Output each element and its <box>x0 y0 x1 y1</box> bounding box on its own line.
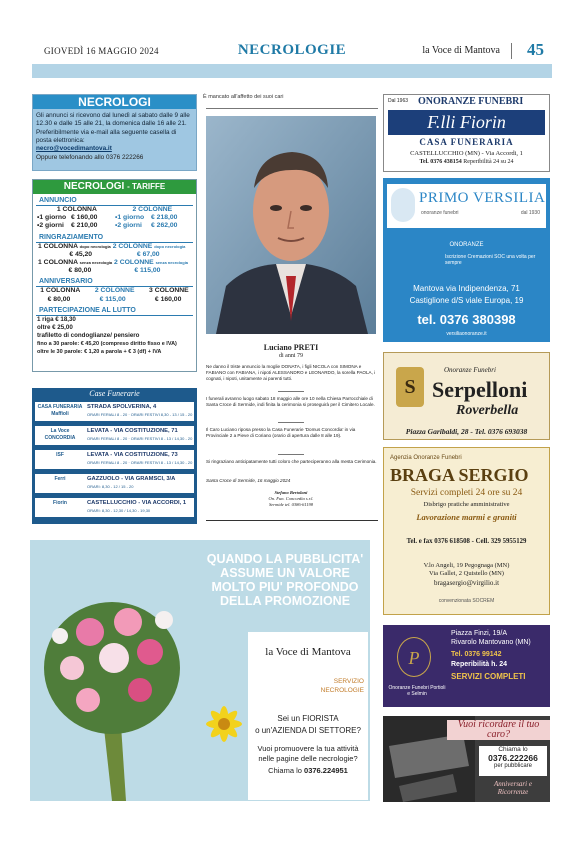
necrologi-info-box <box>32 94 197 171</box>
versilia-header <box>387 184 546 228</box>
portioli-tel: Tel. 0376 99142 <box>451 651 502 658</box>
annuncio-col2: 2 COLONNE <box>132 206 173 213</box>
fiorin-sub: CASA FUNERARIA <box>419 137 514 147</box>
case-address: STRADA SPOLVERINA, 4 <box>87 404 157 410</box>
section-title: NECROLOGIE <box>237 42 347 58</box>
versilia-logo-icon <box>391 188 415 222</box>
annuncio-cell: •1 giorno <box>115 214 145 222</box>
braga-line: Servizi completi 24 ore su 24 <box>410 488 523 498</box>
promo-headline: QUANDO LA PUBBLICITA' ASSUME UN VALORE MOLTO PIU' PROFONDO DELLA PROMOZIONE <box>206 552 364 608</box>
necro-email-link[interactable]: necro@vocedimantova.it <box>36 145 112 153</box>
annuncio-col1: 1 COLONNA <box>56 206 97 213</box>
case-address: LEVATA - VIA COSTITUZIONE, 71 <box>87 428 178 434</box>
case-row <box>35 402 194 421</box>
annuncio-cell: € 262,00 <box>151 222 178 230</box>
necrologi-text: Gli annunci si ricevono dal lunedì al sabato dalle 9 alle 12.30 e dalle 15 alle 21, la domenica dalle 16 alle 21. Preferibilmente via e-mail alla seguente casella di posta elettronica: <box>36 112 190 144</box>
promo-ad[interactable] <box>30 540 370 801</box>
fiorin-address: CASTELLUCCHIO (MN) - Via Accordi, 1 <box>410 150 523 157</box>
portrait-photo <box>206 116 376 334</box>
promo-servizio: SERVIZIO <box>333 678 364 685</box>
tariffe-title: NECROLOGI - TARIFFE <box>33 180 196 194</box>
anniv-col: 3 COLONNE <box>149 287 189 295</box>
ricordo-contact <box>479 746 547 776</box>
ring-price: € 80,00 <box>68 267 92 275</box>
case-logo: CASA FUNERARIA Maffioli <box>37 404 83 417</box>
lutto-line: trafiletto di condoglianze/ pensiero <box>37 331 140 339</box>
case-address: LEVATA - VIA COSTITUZIONE, 73 <box>87 452 178 458</box>
obituary <box>203 94 379 524</box>
versilia-socrem: Iscrizione Cremazioni SOC una volta per sempre <box>445 254 536 266</box>
portioli-addr: Rivarolo Mantovano (MN) <box>451 639 531 646</box>
anniv-price: € 160,00 <box>154 295 182 303</box>
fiorin-title: ONORANZE FUNEBRI <box>418 96 524 107</box>
braga-top: Agenzia Onoranze Funebri <box>390 455 462 461</box>
ring-label: 2 COLONNE <box>112 242 153 250</box>
ring-price: € 67,00 <box>136 250 160 258</box>
ad-fiorin[interactable] <box>383 94 550 172</box>
promo-line: Sei un FIORISTA <box>277 714 339 723</box>
promo-line: o un'AZIENDA DI SETTORE? <box>255 726 361 735</box>
versilia-web[interactable]: versiliaonoranze.it <box>446 331 487 337</box>
issue-date: GIOVEDÌ 16 MAGGIO 2024 <box>44 46 159 56</box>
ring-note: dopo necrologia <box>154 243 186 249</box>
necrologi-title: NECROLOGI <box>33 95 196 109</box>
ring-price: € 115,00 <box>134 267 161 275</box>
promo-line: Vuoi promuovere la tua attività <box>257 744 359 753</box>
header-band <box>32 64 552 78</box>
ricordo-tel: 0376.222266 <box>488 753 538 763</box>
ring-note: senza necrologia <box>155 260 189 266</box>
anniv-price: € 80,00 <box>47 295 71 303</box>
case-hours: ORARI: 8,30 - 12 / 15 - 20 <box>87 484 134 489</box>
case-row <box>35 474 194 493</box>
obit-signature: Sermide tel. 0386-61198 <box>268 502 314 507</box>
braga-addr: Via Gallei, 2 Quistello (MN) <box>429 570 504 577</box>
page-number: 45 <box>527 40 544 59</box>
ring-label: 1 COLONNA <box>38 242 78 250</box>
header-divider <box>511 43 512 59</box>
case-hours: ORARI: 8,30 - 12,30 / 14,30 - 19,30 <box>87 508 151 513</box>
annuncio-cell: •2 giorni <box>37 222 64 230</box>
case-row <box>35 498 194 517</box>
braga-addr: V.lo Angeli, 19 Pegognaga (MN) <box>423 562 510 569</box>
serpelloni-name: Serpelloni <box>432 377 528 402</box>
promo-logo: la Voce di Mantova <box>265 646 351 658</box>
ad-ricordo[interactable] <box>383 716 550 802</box>
obit-paragraph: Il Caro Luciano riposa presso la Casa Funerarie 'Domus Concordia' in via Provinciale 2 a Pieve di Coriano (orario di apertura dalle 8 alle 19). <box>206 427 356 438</box>
case-logo: ISF <box>56 452 64 458</box>
serpelloni-address: Piazza Garibaldi, 28 - Tel. 0376 693038 <box>405 427 528 436</box>
braga-name: BRAGA SERGIO <box>390 465 529 485</box>
anniv-col: 2 COLONNE <box>94 287 135 295</box>
lutto-heading: PARTECIPAZIONE AL LUTTO <box>36 306 193 316</box>
portioli-rep: Reperibilità h. 24 <box>451 661 508 668</box>
versilia-since: dal 1930 <box>520 210 540 216</box>
ring-note: dopo necrologia <box>79 243 111 249</box>
annuncio-heading: ANNUNCIO <box>36 196 193 206</box>
versilia-onoranze: ONORANZE <box>449 242 484 248</box>
case-logo: La Voce CONCORDIA <box>44 428 76 441</box>
serpelloni-crest-icon: S <box>396 367 424 407</box>
case-title: Case Funerarie <box>89 389 140 398</box>
case-address: CASTELLUCCHIO - VIA ACCORDI, 1 <box>87 500 187 506</box>
versilia-name: PRIMO VERSILIA <box>419 190 546 206</box>
versilia-addr2: Castiglione d/S viale Europa, 19 <box>409 296 524 305</box>
lutto-line: fino a 30 parole: € 45,20 (compreso diritto fisso e IVA) <box>37 340 177 347</box>
obit-place-date: Santa Croce di Sermide, 16 maggio 2024 <box>206 478 291 483</box>
ricordo-per: per pubblicare <box>493 763 533 769</box>
ad-braga[interactable] <box>383 447 550 615</box>
deceased-age: di anni 79 <box>279 353 303 359</box>
promo-panel <box>248 632 368 800</box>
lutto-line: 1 riga € 18,30 <box>37 315 76 323</box>
promo-line: nelle pagine delle necrologie? <box>258 754 358 763</box>
ring-label: 2 COLONNE <box>114 259 154 267</box>
promo-tel: 0376.224951 <box>304 766 348 775</box>
ring-note: senza necrologia <box>79 260 113 266</box>
obit-signature: Stefano Bertolani <box>274 490 308 495</box>
fiorin-tel: Tel. 0376 438154 <box>419 159 462 165</box>
obit-intro: È mancato all'affetto dei suoi cari <box>203 94 284 100</box>
braga-conv: convenzionata SOCREM <box>438 598 495 604</box>
serpelloni-city: Roverbella <box>456 403 519 418</box>
anniv-price: € 115,00 <box>99 295 126 303</box>
braga-line: Disbrigo pratiche amministrative <box>423 501 510 508</box>
publication-name: la Voce di Mantova <box>422 45 500 56</box>
fiorin-name: F.lli Fiorin <box>388 110 545 135</box>
annuncio-cell: •2 giorni <box>115 222 142 230</box>
lutto-line: oltre le 30 parole: € 1,20 a parola + € 3 (df) + IVA <box>37 348 162 355</box>
ricordo-anniv: Anniversari e Ricorrenze <box>494 780 532 796</box>
anniversario-heading: ANNIVERSARIO <box>36 277 193 287</box>
fiorin-rep: Reperibilità 24 su 24 <box>463 159 514 165</box>
obit-paragraph: I funerali avranno luogo sabato 18 maggio alle ore 10 nella Chiesa Parrocchiale di Santa Croce di Sermide, indi finita la cerimonia si proseguirà per il Cimitero Locale. <box>206 396 375 407</box>
flower-bouquet-image <box>30 540 200 801</box>
ad-versilia[interactable] <box>383 178 550 342</box>
case-hours: ORARI FERIALI 8 - 20 · ORARI FESTIVI 8,30 - 13 / 15 - 20 <box>87 412 193 417</box>
case-hours: ORARI FERIALI 8 - 20 · ORARI FESTIVI 8 - 13 / 14,30 - 20 <box>87 436 193 441</box>
versilia-addr1: Mantova via Indipendenza, 71 <box>413 284 520 293</box>
portioli-name: Onoranze Funebri Portioli e Selmin <box>388 685 446 697</box>
annuncio-cell: € 210,00 <box>71 222 98 230</box>
lutto-line: oltre € 25,00 <box>37 323 73 331</box>
portioli-addr: Piazza Finzi, 19/A <box>451 630 508 637</box>
versilia-sub: onoranze funebri <box>421 210 459 216</box>
tariffe-box <box>32 179 197 372</box>
ad-serpelloni[interactable] <box>383 352 550 440</box>
ring-label: 1 COLONNA <box>38 259 78 267</box>
serpelloni-top: Onoranze Funebri <box>444 366 496 374</box>
ring-price: € 45,20 <box>69 250 93 258</box>
annuncio-cell: € 218,00 <box>151 214 178 222</box>
necro-phone: Oppure telefonando allo 0376 222266 <box>36 154 144 162</box>
braga-email[interactable]: bragasergio@virgilio.it <box>433 579 500 587</box>
ricordo-title: Vuoi ricordare il tuo caro? <box>447 720 550 740</box>
anniv-col: 1 COLONNA <box>40 287 81 295</box>
obit-paragraph: Si ringraziano anticipatamente tutti coloro che parteciperanno alla mesta Cerimonia. <box>206 459 377 464</box>
portioli-serv: SERVIZI COMPLETI <box>451 672 526 681</box>
promo-necrologie: NECROLOGIE <box>320 687 364 694</box>
ringraziamento-heading: RINGRAZIAMENTO <box>36 233 193 243</box>
obit-paragraph: Ne danno il triste annuncio la moglie DONATA, i figli NICOLA con SIMONA e FABIANO con FABIANA, i nipoti ALESSANDRO e LEONARDO, la sorella PAOLA, i cognati, i nipoti, unitamente ai parenti tutti. <box>206 364 376 381</box>
ricordo-chiama: Chiama lo <box>498 746 528 753</box>
promo-chiama: Chiama lo <box>268 766 302 775</box>
case-address: GAZZUOLO - VIA GRAMSCI, 3/A <box>87 476 176 482</box>
braga-tel: Tel. e fax 0376 618508 - Cell. 329 5955129 <box>406 538 527 545</box>
case-row <box>35 450 194 469</box>
case-funerarie-box <box>32 388 197 524</box>
case-row <box>35 426 194 445</box>
case-logo: Ferri <box>54 476 66 482</box>
braga-line: Lavorazione marmi e graniti <box>416 512 517 522</box>
fiorin-since: Dal 1963 <box>388 98 409 104</box>
obit-signature: On. Fun. Concordia s.r.l. <box>268 496 314 501</box>
daisy-icon <box>200 700 248 748</box>
case-logo: Fiorin <box>53 500 67 506</box>
annuncio-cell: •1 giorno <box>37 214 67 222</box>
annuncio-cell: € 160,00 <box>71 214 98 222</box>
case-hours: ORARI FERIALI 8 - 20 · ORARI FESTIVI 8 - 13 / 14,30 - 20 <box>87 460 193 465</box>
deceased-name: Luciano PRETI <box>263 343 319 352</box>
ad-portioli[interactable] <box>383 625 550 707</box>
portioli-logo-icon: P <box>397 637 431 677</box>
versilia-tel: tel. 0376 380398 <box>417 312 516 327</box>
page-header <box>32 40 552 62</box>
